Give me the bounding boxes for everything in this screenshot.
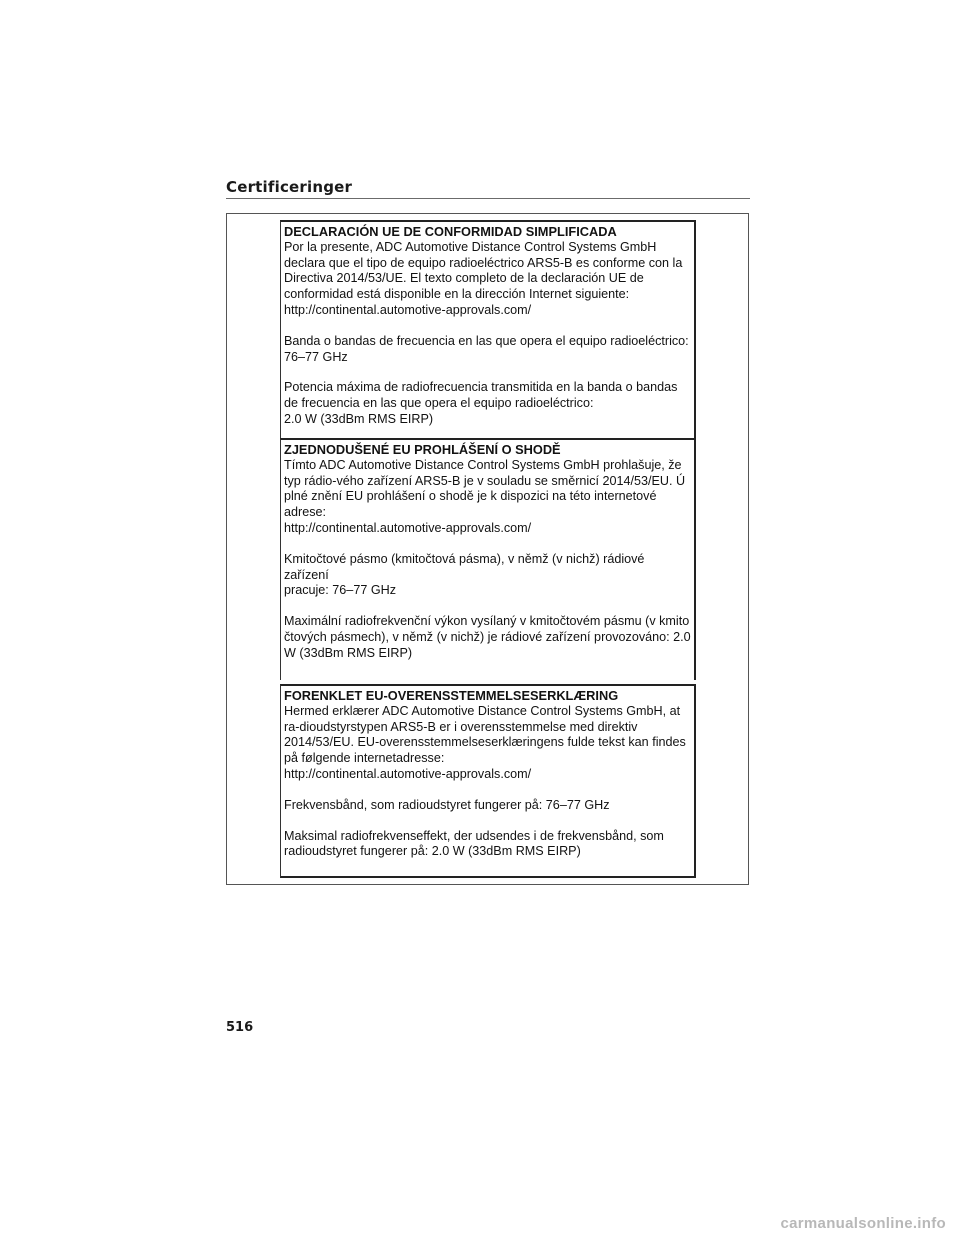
page-number: 516	[226, 1020, 254, 1035]
section-title: Certificeringer	[226, 178, 353, 196]
watermark: carmanualsonline.info	[780, 1215, 946, 1232]
certificate-scan	[280, 220, 696, 880]
declaration-cz-bands: Kmitočtové pásmo (kmitočtová pásma), v němž (v nichž) rádiové zařízení pracuje: 76–77 GHz	[284, 551, 645, 598]
declaration-da	[280, 684, 696, 878]
declaration-da-power: Maksimal radiofrekvenseffekt, der udsendes i de frekvensbånd, som radioudstyret fungerer på: 2.0 W (33dBm RMS EIRP)	[284, 828, 664, 859]
declaration-cz	[280, 438, 696, 680]
declaration-cz-heading: ZJEDNODUŠENÉ EU PROHLÁŠENÍ O SHODĚ	[284, 442, 561, 457]
declaration-es-power: Potencia máxima de radiofrecuencia transmitida en la banda o bandas de frecuencia en las que opera el equipo radioeléctrico: 2.0 W (33dBm RMS EIRP)	[284, 380, 678, 426]
declaration-da-heading: FORENKLET EU-OVERENSSTEMMELSESERKLÆRING	[284, 688, 619, 703]
declaration-es-intro: Por la presente, ADC Automotive Distance Control Systems GmbH declara que el tipo de equipo radioeléctrico ARS5-B es conforme con la Directiva 2014/53/UE. El texto completo de la declaración UE de conformidad está disponible en la dirección Internet siguiente: http://continental.automotive-approvals.com/	[284, 239, 683, 317]
declaration-es-heading: DECLARACIÓN UE DE CONFORMIDAD SIMPLIFICADA	[284, 224, 617, 239]
declaration-es	[280, 220, 696, 438]
declaration-da-intro: Hermed erklærer ADC Automotive Distance Control Systems GmbH, at ra-dioudstyrstypen ARS5-B er i overensstemmelse med direktiv 2014/53/EU. EU-overensstemmelseserklæringens fulde tekst kan findes på følgende internetadresse: http://continental.automotive-approvals.com/	[284, 703, 686, 781]
declaration-cz-intro: Tímto ADC Automotive Distance Control Systems GmbH prohlašuje, že typ rádio-vého zařízení ARS5-B je v souladu se směrnicí 2014/53/EU. Ú plné znění EU prohlášení o shodě je k dispozici na této internetové adrese: http://continental.automotive-approvals.com/	[284, 457, 686, 535]
section-title-rule	[226, 198, 750, 199]
declaration-da-bands: Frekvensbånd, som radioudstyret fungerer på: 76–77 GHz	[284, 797, 610, 812]
declaration-es-bands: Banda o bandas de frecuencia en las que opera el equipo radioeléctrico: 76–77 GHz	[284, 333, 689, 364]
declaration-cz-power: Maximální radiofrekvenční výkon vysílaný v kmitočtovém pásmu (v kmito čtových pásmech), v němž (v nichž) je rádiové zařízení provozováno: 2.0 W (33dBm RMS EIRP)	[284, 614, 691, 660]
